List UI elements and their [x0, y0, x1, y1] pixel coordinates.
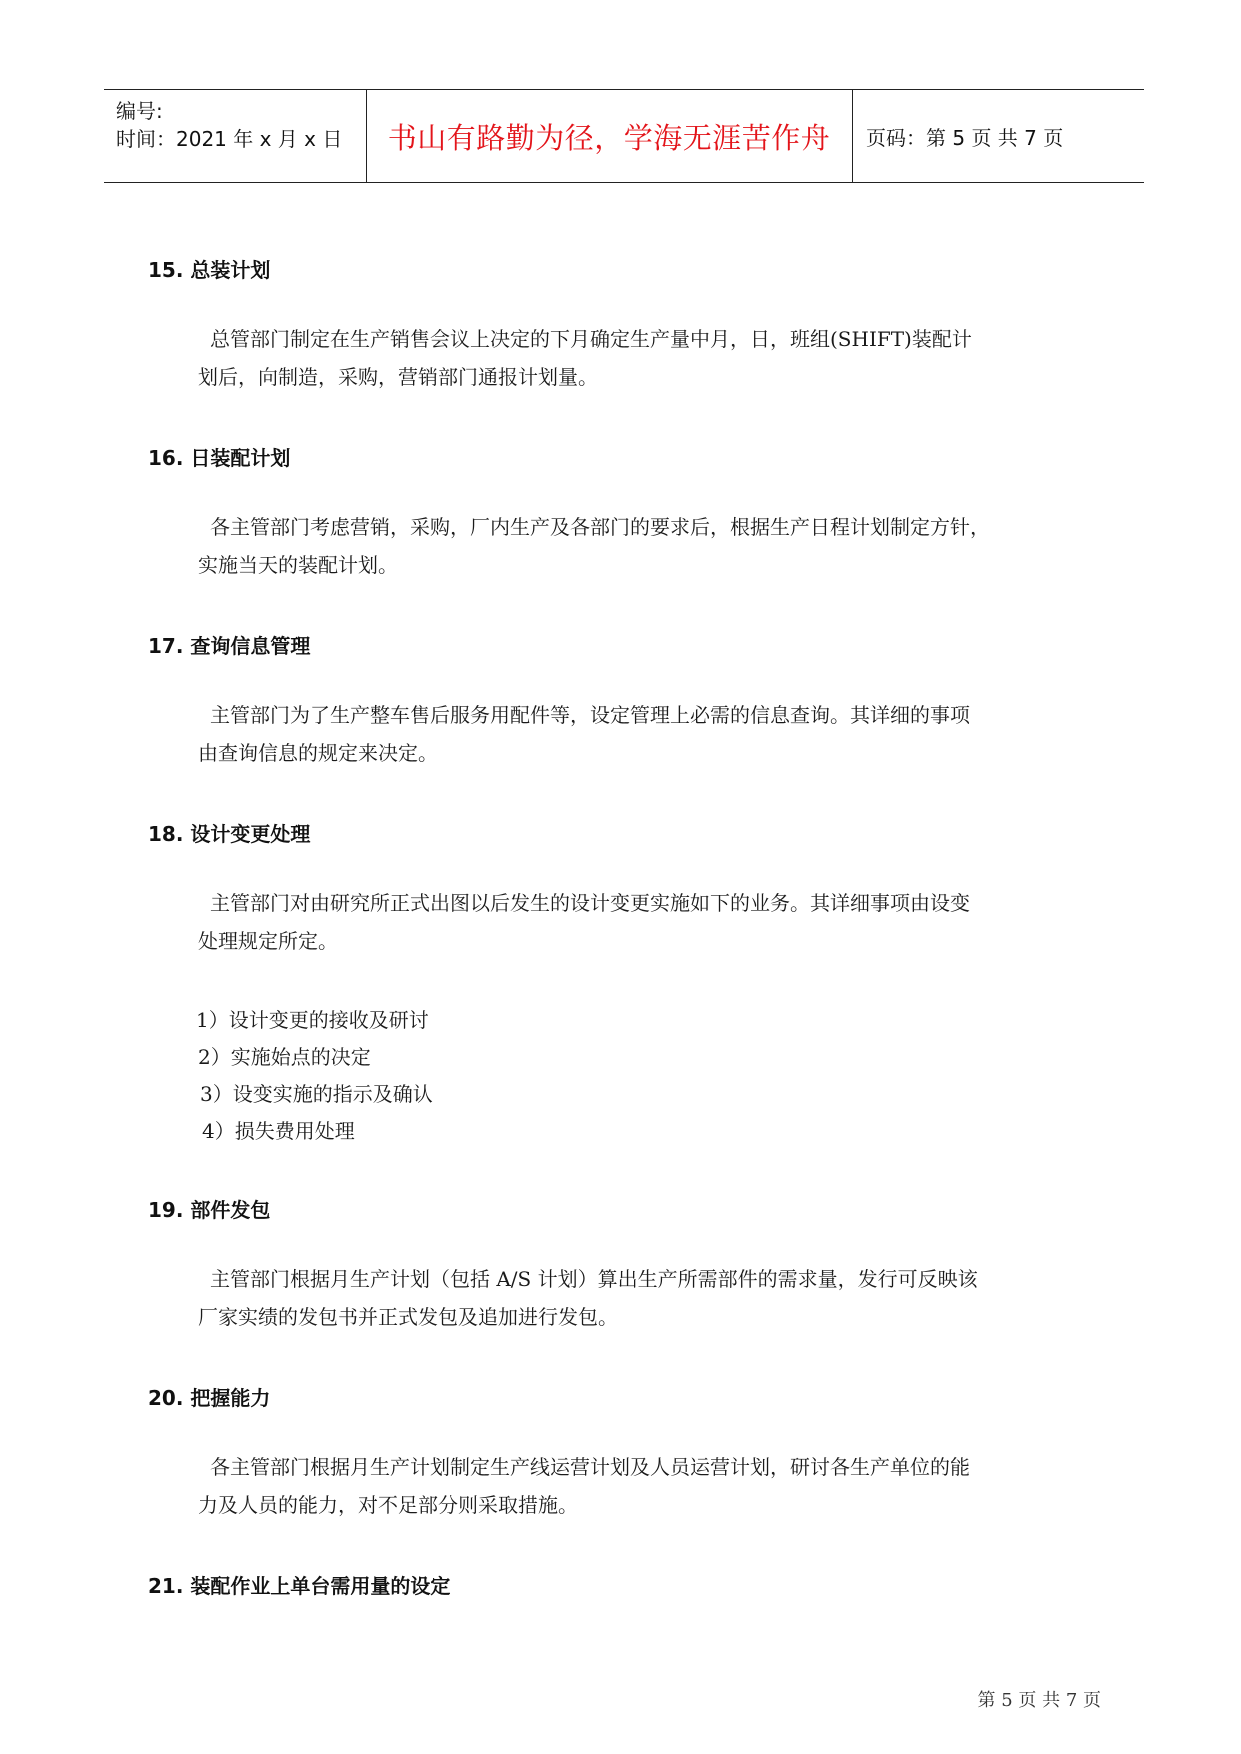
paragraph-line: 主管部门为了生产整车售后服务用配件等，设定管理上必需的信息查询。其详细的事项 — [210, 703, 970, 727]
section-title-18: 18. 设计变更处理 — [148, 822, 311, 846]
paragraph-line: 各主管部门考虑营销，采购，厂内生产及各部门的要求后，根据生产日程计划制定方针， — [210, 515, 990, 539]
document-time-label: 时间：2021 年 x 月 x 日 — [116, 127, 343, 151]
paragraph-line: 划后，向制造，采购，营销部门通报计划量。 — [198, 365, 598, 389]
paragraph-line: 厂家实绩的发包书并正式发包及追加进行发包。 — [198, 1305, 618, 1329]
section-paragraph-17 — [198, 696, 1078, 772]
section-paragraph-20 — [198, 1448, 1078, 1524]
header-page-number: 页码：第 5 页 共 7 页 — [866, 125, 1064, 150]
header-motto: 书山有路勤为径，学海无涯苦作舟 — [387, 120, 831, 155]
header-motto-cell — [366, 90, 853, 182]
paragraph-line: 各主管部门根据月生产计划制定生产线运营计划及人员运营计划，研讨各生产单位的能 — [210, 1455, 970, 1479]
header-info-cell — [104, 90, 367, 182]
list-item: 3）设变实施的指示及确认 — [200, 1082, 433, 1106]
section-title-19: 19. 部件发包 — [148, 1198, 271, 1222]
section-title-17: 17. 查询信息管理 — [148, 634, 311, 658]
section-title-20: 20. 把握能力 — [148, 1386, 271, 1410]
list-item: 2）实施始点的决定 — [198, 1045, 371, 1069]
paragraph-line: 由查询信息的规定来决定。 — [198, 741, 438, 765]
list-item: 1）设计变更的接收及研讨 — [196, 1008, 429, 1032]
section-paragraph-16 — [198, 508, 1078, 584]
paragraph-line: 总管部门制定在生产销售会议上决定的下月确定生产量中月，日，班组(SHIFT)装配计 — [210, 327, 972, 351]
paragraph-line: 实施当天的装配计划。 — [198, 553, 398, 577]
list-item: 4）损失费用处理 — [202, 1119, 355, 1143]
paragraph-line: 力及人员的能力，对不足部分则采取措施。 — [198, 1493, 578, 1517]
section-paragraph-19 — [198, 1260, 1078, 1336]
paragraph-line: 主管部门对由研究所正式出图以后发生的设计变更实施如下的业务。其详细事项由设变 — [210, 891, 970, 915]
section-title-16: 16. 日装配计划 — [148, 446, 291, 470]
header-page-cell — [852, 90, 1144, 182]
paragraph-line: 处理规定所定。 — [198, 929, 338, 953]
page-footer: 第 5 页 共 7 页 — [977, 1690, 1101, 1711]
document-number-label: 编号: — [116, 99, 163, 123]
paragraph-line: 主管部门根据月生产计划（包括 A/S 计划）算出生产所需部件的需求量，发行可反映该 — [210, 1267, 978, 1291]
section-paragraph-18 — [198, 884, 1078, 960]
section-paragraph-15 — [198, 320, 1078, 396]
section-title-15: 15. 总装计划 — [148, 258, 271, 282]
section-title-21: 21. 装配作业上单台需用量的设定 — [148, 1574, 451, 1598]
page-header — [104, 89, 1144, 183]
